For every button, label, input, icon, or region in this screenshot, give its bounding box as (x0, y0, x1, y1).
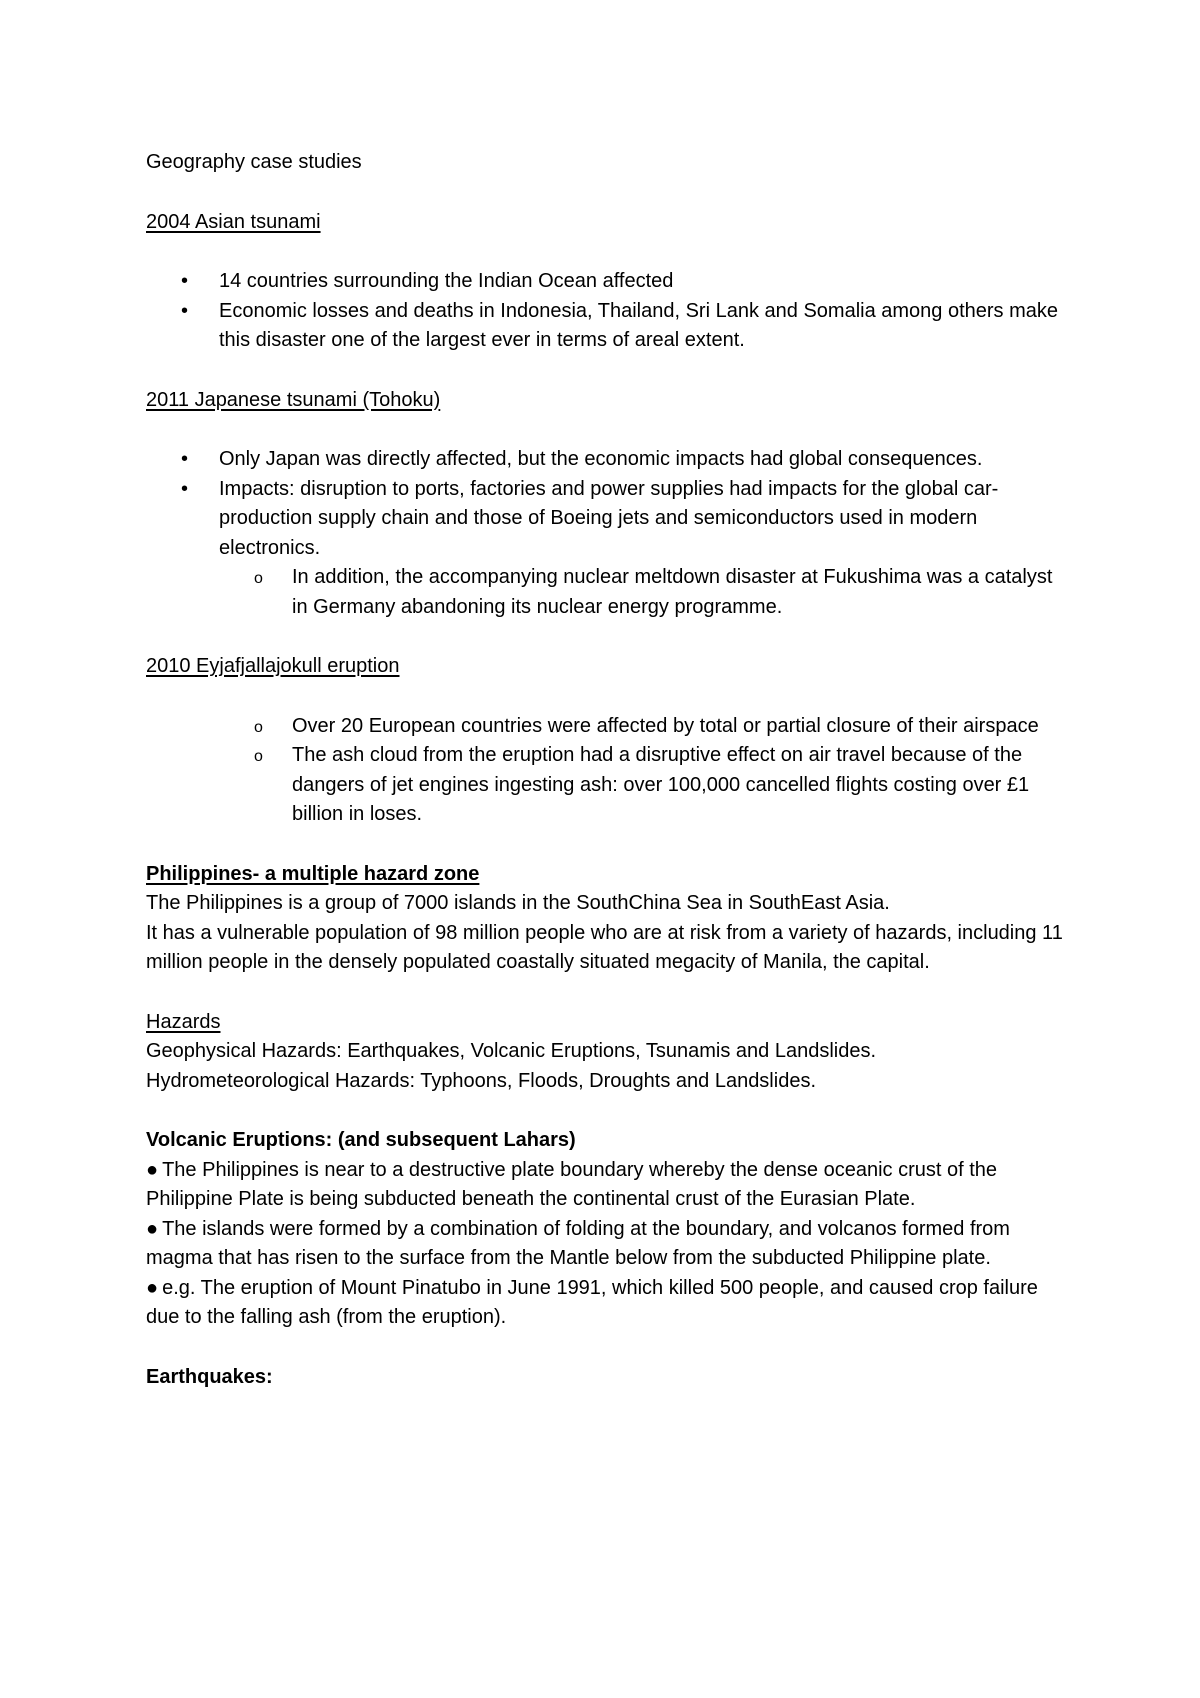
heading-volcanic-eruptions: Volcanic Eruptions: (and subsequent Lahars) (146, 1129, 576, 1151)
sub-list-item: o In addition, the accompanying nuclear meltdown disaster at Fukushima was a catalyst in Germany abandoning its nuclear energy programme. (219, 563, 1066, 622)
heading-asian-tsunami: 2004 Asian tsunami (146, 210, 321, 233)
heading-philippines: Philippines- a multiple hazard zone (146, 862, 480, 885)
paragraph-line: Hydrometeorological Hazards: Typhoons, Floods, Droughts and Landslides. (146, 1069, 816, 1092)
japanese-tsunami-list (146, 445, 1066, 622)
document-title: Geography case studies (146, 151, 362, 173)
paragraph-line: The Philippines is a group of 7000 islands in the SouthChina Sea in SouthEast Asia. (146, 892, 890, 914)
sub-list-item: o Over 20 European countries were affected by total or partial closure of their airspace (146, 712, 1066, 742)
japanese-tsunami-sublist (219, 563, 1066, 622)
paragraph-text: e.g. The eruption of Mount Pinatubo in June 1991, which killed 500 people, and caused crop failure due to the falling ash (from the eruption). (146, 1276, 1038, 1328)
asian-tsunami-list (146, 267, 1066, 356)
list-item-text: Impacts: disruption to ports, factories and power supplies had impacts for the global car-production supply chain and those of Boeing jets and semiconductors used in modern electronics. (219, 477, 999, 559)
paragraph-text: The islands were formed by a combination of folding at the boundary, and volcanos formed from magma that has risen to the surface from the Mantle below from the subducted Philippine plate. (146, 1217, 1010, 1269)
heading-earthquakes: Earthquakes: (146, 1365, 273, 1388)
paragraph-text: The Philippines is near to a destructive plate boundary whereby the dense oceanic crust of the Philippine Plate is being subducted beneath the continental crust of the Eurasian Plate. (146, 1158, 998, 1210)
list-item (146, 475, 1066, 623)
paragraph-line (146, 1215, 1066, 1274)
document-page (146, 148, 1066, 1392)
paragraph-line (146, 1274, 1066, 1333)
bullet-dot-icon: ● (146, 1217, 159, 1240)
sub-list-item: o The ash cloud from the eruption had a disruptive effect on air travel because of the dangers of jet engines ingesting ash: over 100,000 cancelled flights costing over £1 billion in loses. (146, 741, 1066, 830)
eyjafjallajokull-list (146, 712, 1066, 830)
list-item: • Only Japan was directly affected, but the economic impacts had global consequences. (146, 445, 1066, 475)
bullet-dot-icon: ● (146, 1276, 159, 1299)
bullet-dot-icon: ● (146, 1158, 159, 1181)
paragraph-line (146, 1156, 1066, 1215)
list-item: • 14 countries surrounding the Indian Ocean affected (146, 267, 1066, 297)
heading-eyjafjallajokull: 2010 Eyjafjallajokull eruption (146, 655, 400, 677)
paragraph-line: It has a vulnerable population of 98 million people who are at risk from a variety of hazards, including 11 million people in the densely populated coastally situated megacity of Manila, the capital. (146, 921, 1063, 973)
heading-hazards: Hazards (146, 1010, 221, 1033)
list-item: • Economic losses and deaths in Indonesia, Thailand, Sri Lank and Somalia among others make this disaster one of the largest ever in terms of areal extent. (146, 297, 1066, 356)
heading-japanese-tsunami: 2011 Japanese tsunami (Tohoku) (146, 388, 441, 411)
paragraph-line: Geophysical Hazards: Earthquakes, Volcanic Eruptions, Tsunamis and Landslides. (146, 1040, 877, 1062)
